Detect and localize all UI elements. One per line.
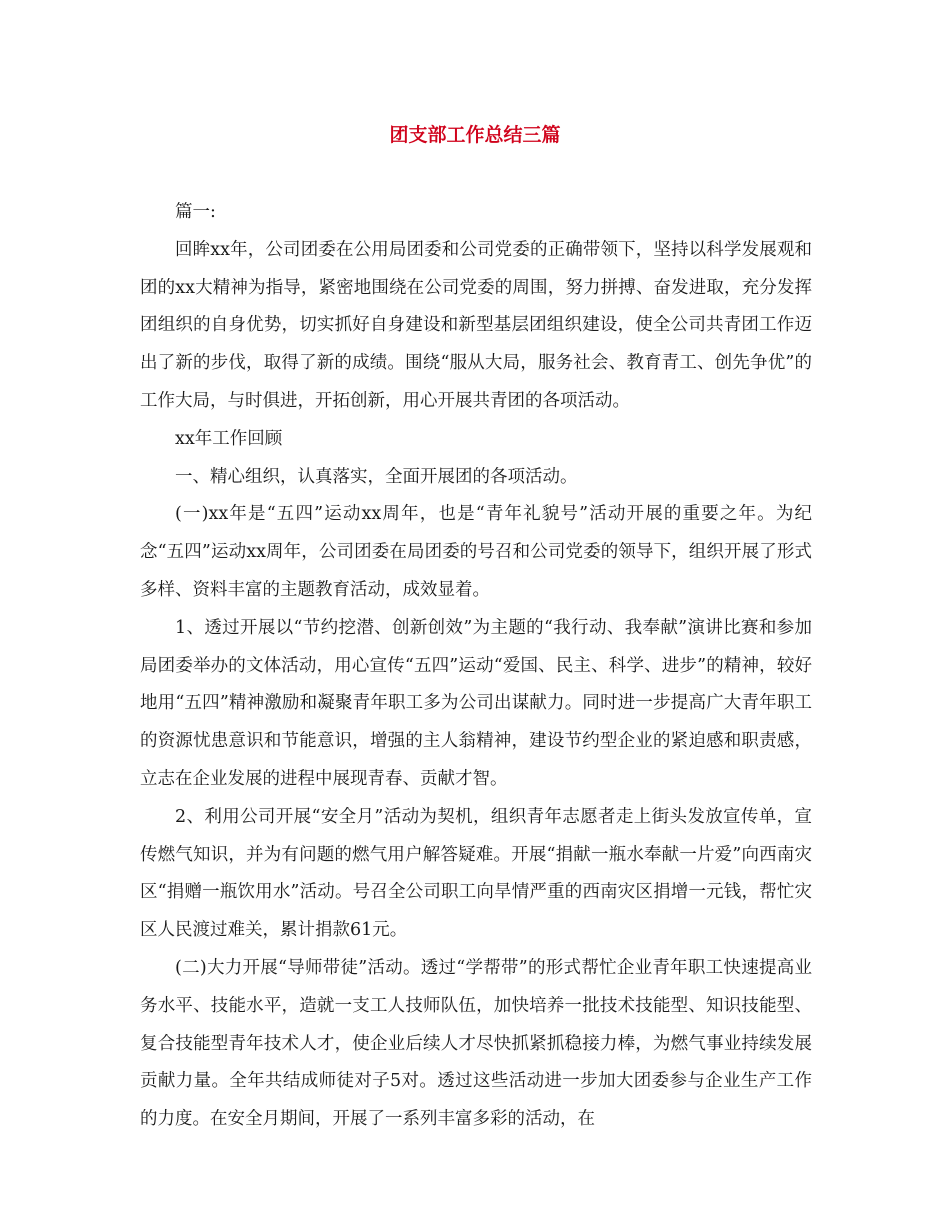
document-body [140, 194, 812, 1139]
paragraph-item-1: (一)xx年是“五四”运动xx周年，也是“青年礼貌号”活动开展的重要之年。为纪念“五四”运动xx周年，公司团委在局团委的号召和公司党委的领导下，组织开展了形式多样、资料丰富的主题教育活动，成效显着。 [140, 504, 812, 600]
paragraph-review-heading: xx年工作回顾 [175, 428, 283, 449]
paragraph-subitem-1: 1、透过开展以“节约挖潜、创新创效”为主题的“我行动、我奉献”演讲比赛和参加局团委举办的文体活动，用心宣传“五四”运动“爱国、民主、科学、进步”的精神，较好地用“五四”精神激励和凝聚青年职工多为公司出谋献力。同时进一步提高广大青年职工的资源忧患意识和节能意识，增强的主人翁精神，建设节约型企业的紧迫感和职责感，立志在企业发展的进程中展现青春、贡献才智。 [140, 617, 812, 789]
paragraph-section-heading: 篇一: [175, 202, 216, 222]
document-title: 团支部工作总结三篇 [389, 124, 561, 146]
paragraph-intro: 回眸xx年，公司团委在公用局团委和公司党委的正确带领下，坚持以科学发展观和团的xx大精神为指导，紧密地围绕在公司党委的周围，努力拼搏、奋发进取，充分发挥团组织的自身优势，切实抓好自身建设和新型基层团组织建设，使全公司共青团工作迈出了新的步伐，取得了新的成绩。围绕“服从大局，服务社会、教育青工、创先争优”的工作大局，与时俱进，开拓创新，用心开展共青团的各项活动。 [140, 239, 812, 411]
paragraph-subitem-2: 2、利用公司开展“安全月”活动为契机，组织青年志愿者走上街头发放宣传单，宣传燃气知识，并为有问题的燃气用户解答疑难。开展“捐献一瓶水奉献一片爱”向西南灾区“捐赠一瓶饮用水”活动。号召全公司职工向旱情严重的西南灾区捐增一元钱，帮忙灾区人民渡过难关，累计捐款61元。 [140, 806, 812, 941]
paragraph-item-2: (二)大力开展“导师带徒”活动。透过“学帮带”的形式帮忙企业青年职工快速提高业务水平、技能水平，造就一支工人技师队伍，加快培养一批技术技能型、知识技能型、复合技能型青年技术人才，使企业后续人才尽快抓紧抓稳接力棒，为燃气事业持续发展贡献力量。全年共结成师徒对子5对。透过这些活动进一步加大团委参与企业生产工作的力度。在安全月期间，开展了一系列丰富多彩的活动，在 [140, 957, 812, 1130]
paragraph-part-one-heading: 一、精心组织，认真落实，全面开展团的各项活动。 [175, 466, 578, 487]
